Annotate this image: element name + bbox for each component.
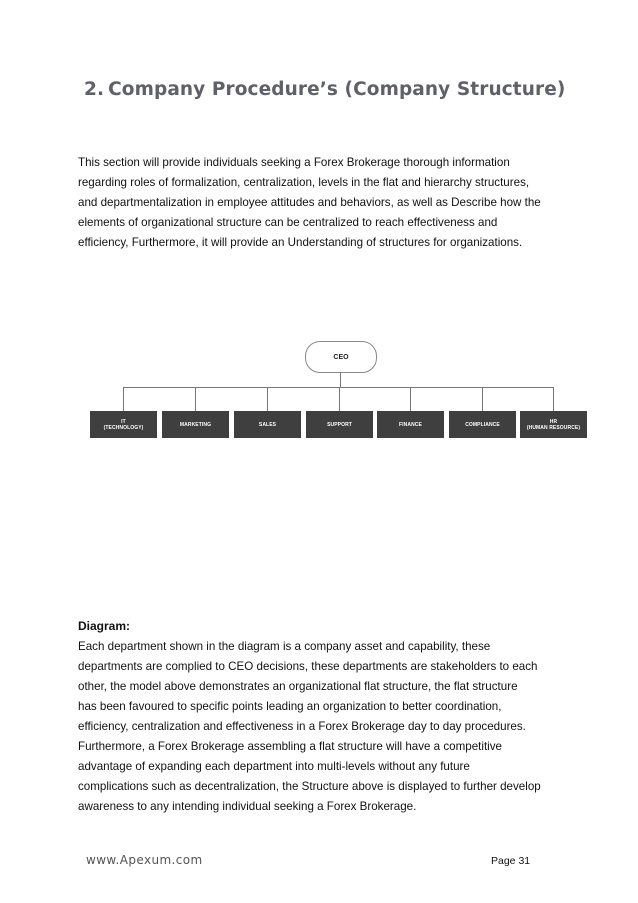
diagram-line: complications such as decentralization, the Structure above is displayed to further develop [78, 780, 541, 793]
dept-finance [377, 411, 444, 438]
dept-label: HR [549, 418, 558, 425]
dept-label: SALES [258, 421, 277, 428]
dept-sublabel: (HUMAN RESOURCE) [526, 424, 581, 431]
dept-connector [339, 387, 340, 411]
dept-sublabel: (TECHNOLOGY) [103, 424, 144, 431]
intro-line: This section will provide individuals seeking a Forex Brokerage thorough information [78, 156, 510, 169]
dept-label: IT [121, 418, 126, 425]
diagram-line: advantage of expanding each department into multi-levels without any future [78, 760, 470, 773]
diagram-paragraph [78, 637, 568, 817]
dept-connector [553, 387, 554, 411]
dept-connector [410, 387, 411, 411]
dept-connector [482, 387, 483, 411]
page-number: Page 31 [491, 855, 531, 867]
dept-label: MARKETING [179, 421, 212, 428]
dept-sales [234, 411, 301, 438]
section-number: 2. [84, 79, 105, 100]
ceo-connector [340, 373, 341, 388]
dept-connector [195, 387, 196, 411]
dept-hr [520, 411, 587, 438]
diagram-line: other, the model above demonstrates an organizational flat structure, the flat structure [78, 680, 518, 693]
intro-line: and departmentalization in employee attitudes and behaviors, as well as Describe how the [78, 196, 541, 209]
intro-line: efficiency, Furthermore, it will provide an Understanding of structures for organizations. [78, 236, 523, 249]
dept-label: SUPPORT [327, 421, 352, 428]
ceo-node: CEO [305, 341, 377, 373]
diagram-line: Furthermore, a Forex Brokerage assembling a flat structure will have a competitive [78, 740, 502, 753]
dept-support [306, 411, 373, 438]
diagram-line: awareness to any intending individual seeking a Forex Brokerage. [78, 800, 417, 813]
diagram-line: departments are complied to CEO decisions, these departments are stakeholders to each [78, 660, 538, 673]
section-heading [84, 79, 565, 100]
intro-line: elements of organizational structure can be centralized to reach effectiveness and [78, 216, 498, 229]
dept-label: FINANCE [399, 421, 422, 428]
org-chart [90, 340, 588, 440]
intro-line: regarding roles of formalization, centralization, levels in the flat and hierarchy structures, [78, 176, 530, 189]
footer-website: www.Apexum.com [86, 853, 203, 867]
dept-marketing [162, 411, 229, 438]
dept-it [90, 411, 157, 438]
diagram-line: has been favoured to specific points leading an organization to better coordination, [78, 700, 502, 713]
dept-connector [123, 387, 124, 411]
dept-label: COMPLIANCE [465, 421, 500, 428]
diagram-line: Each department shown in the diagram is a company asset and capability, these [78, 640, 491, 653]
horizontal-connector [123, 387, 553, 388]
diagram-line: efficiency, centralization and effectiveness in a Forex Brokerage day to day procedures. [78, 720, 526, 733]
section-title: Company Procedure’s (Company Structure) [108, 79, 566, 100]
dept-compliance [449, 411, 516, 438]
intro-paragraph [78, 153, 568, 253]
dept-connector [267, 387, 268, 411]
diagram-heading: Diagram: [78, 619, 131, 633]
